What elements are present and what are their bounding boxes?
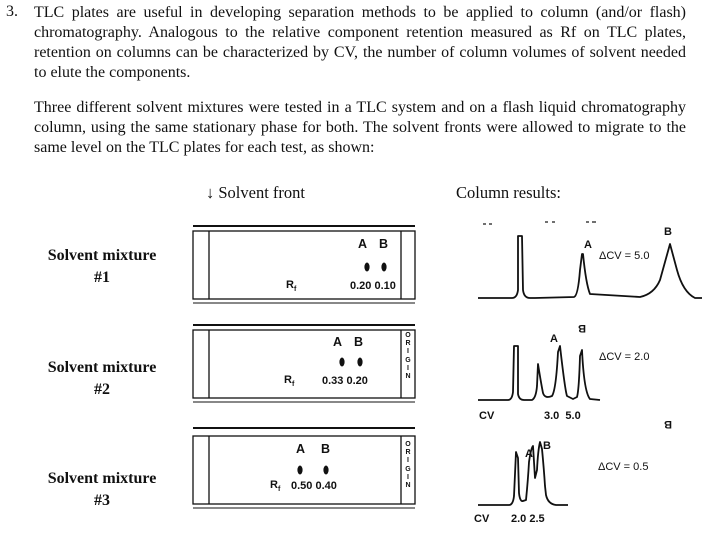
column-2-delta-cv: ΔCV = 2.0 xyxy=(599,351,650,363)
row-2-label-line2: #2 xyxy=(94,381,110,398)
plate-3-label-b: B xyxy=(321,442,331,456)
row-3-label-line2: #3 xyxy=(94,492,110,509)
column-1-peak-b-label: B xyxy=(664,226,672,238)
plate-2-origin-label: O R I G I N xyxy=(405,332,411,381)
down-arrow-icon: ↓ xyxy=(206,183,215,202)
chromatogram-3-trace xyxy=(478,442,568,505)
solvent-front-label: Solvent front xyxy=(218,183,305,202)
plate-1-spot-b xyxy=(381,263,386,272)
plate-3-rf-label: $R_f$ xyxy=(270,479,281,494)
plate-2-spot-b xyxy=(357,358,362,367)
plate-1-rf-values: 0.20 0.10 xyxy=(350,280,396,292)
column-3-peak-b-label: B xyxy=(543,440,551,452)
column-3-cv-label: CV xyxy=(474,513,490,525)
row-1-label-line1: Solvent mixture xyxy=(47,247,157,264)
column-3-cv-values: 2.0 2.5 xyxy=(511,513,545,525)
plate-2-label-a: A xyxy=(333,335,343,349)
plate-2-rf-sub: f xyxy=(291,381,295,389)
plate-2-label-b: B xyxy=(354,335,364,349)
plate-2-rf-label: $R_f$ xyxy=(284,374,295,389)
plate-3-origin-label: O R I G I N xyxy=(405,441,411,490)
tlc-plate-2 xyxy=(193,325,415,402)
column-2-cv-label: CV xyxy=(479,410,495,422)
plate-3-spot-b xyxy=(323,466,328,475)
column-2-cv-values: 3.0 5.0 xyxy=(544,410,581,422)
question-number: 3. xyxy=(6,3,18,20)
column-1-delta-cv: ΔCV = 5.0 xyxy=(599,250,650,262)
plate-1-rf-sub: f xyxy=(293,286,297,294)
plate-1-label-b: B xyxy=(379,237,389,251)
row-1-label-line2: #1 xyxy=(94,269,110,286)
intro-paragraph: TLC plates are useful in developing separation methods to be applied to column (and/or flash) chromatography. Analogous to the relative component retention measured as Rf on TLC plates, retention on columns can be characterized by CV, the number of column volumes of solvent needed to elute the components. xyxy=(34,4,686,81)
experiment-paragraph: Three different solvent mixtures were tested in a TLC system and on a flash liquid chromatography column, using the same stationary phase for both. The solvent fronts were allowed to migrate to the same level on the TLC plates for each test, as shown: xyxy=(34,99,686,156)
chromatogram-1-top-dashes xyxy=(483,222,596,224)
column-results-header: Column results: xyxy=(456,183,561,202)
column-3-peak-b-edge: B xyxy=(664,418,672,430)
plate-1-rf-label: $R_f$ xyxy=(286,279,297,294)
plate-3-spot-a xyxy=(297,466,302,475)
chromatogram-2-trace xyxy=(478,346,600,400)
column-2-peak-a-label: A xyxy=(550,333,558,345)
plate-1-spot-a xyxy=(364,263,369,272)
column-3-delta-cv: ΔCV = 0.5 xyxy=(598,461,649,473)
plate-3-rf-sub: f xyxy=(277,486,281,494)
row-3-label-line1: Solvent mixture xyxy=(47,470,157,487)
column-1-peak-a-label: A xyxy=(584,239,592,251)
plate-3-rf-values: 0.50 0.40 xyxy=(291,480,337,492)
plate-1-label-a: A xyxy=(358,237,368,251)
column-2-peak-b-label: B xyxy=(578,322,586,334)
column-3-peak-a-label: A xyxy=(525,448,533,460)
plate-3-label-a: A xyxy=(296,442,306,456)
row-2-label-line1: Solvent mixture xyxy=(47,359,157,376)
plate-2-rf-values: 0.33 0.20 xyxy=(322,375,368,387)
plate-2-spot-a xyxy=(339,358,344,367)
tlc-plate-3 xyxy=(193,428,415,508)
